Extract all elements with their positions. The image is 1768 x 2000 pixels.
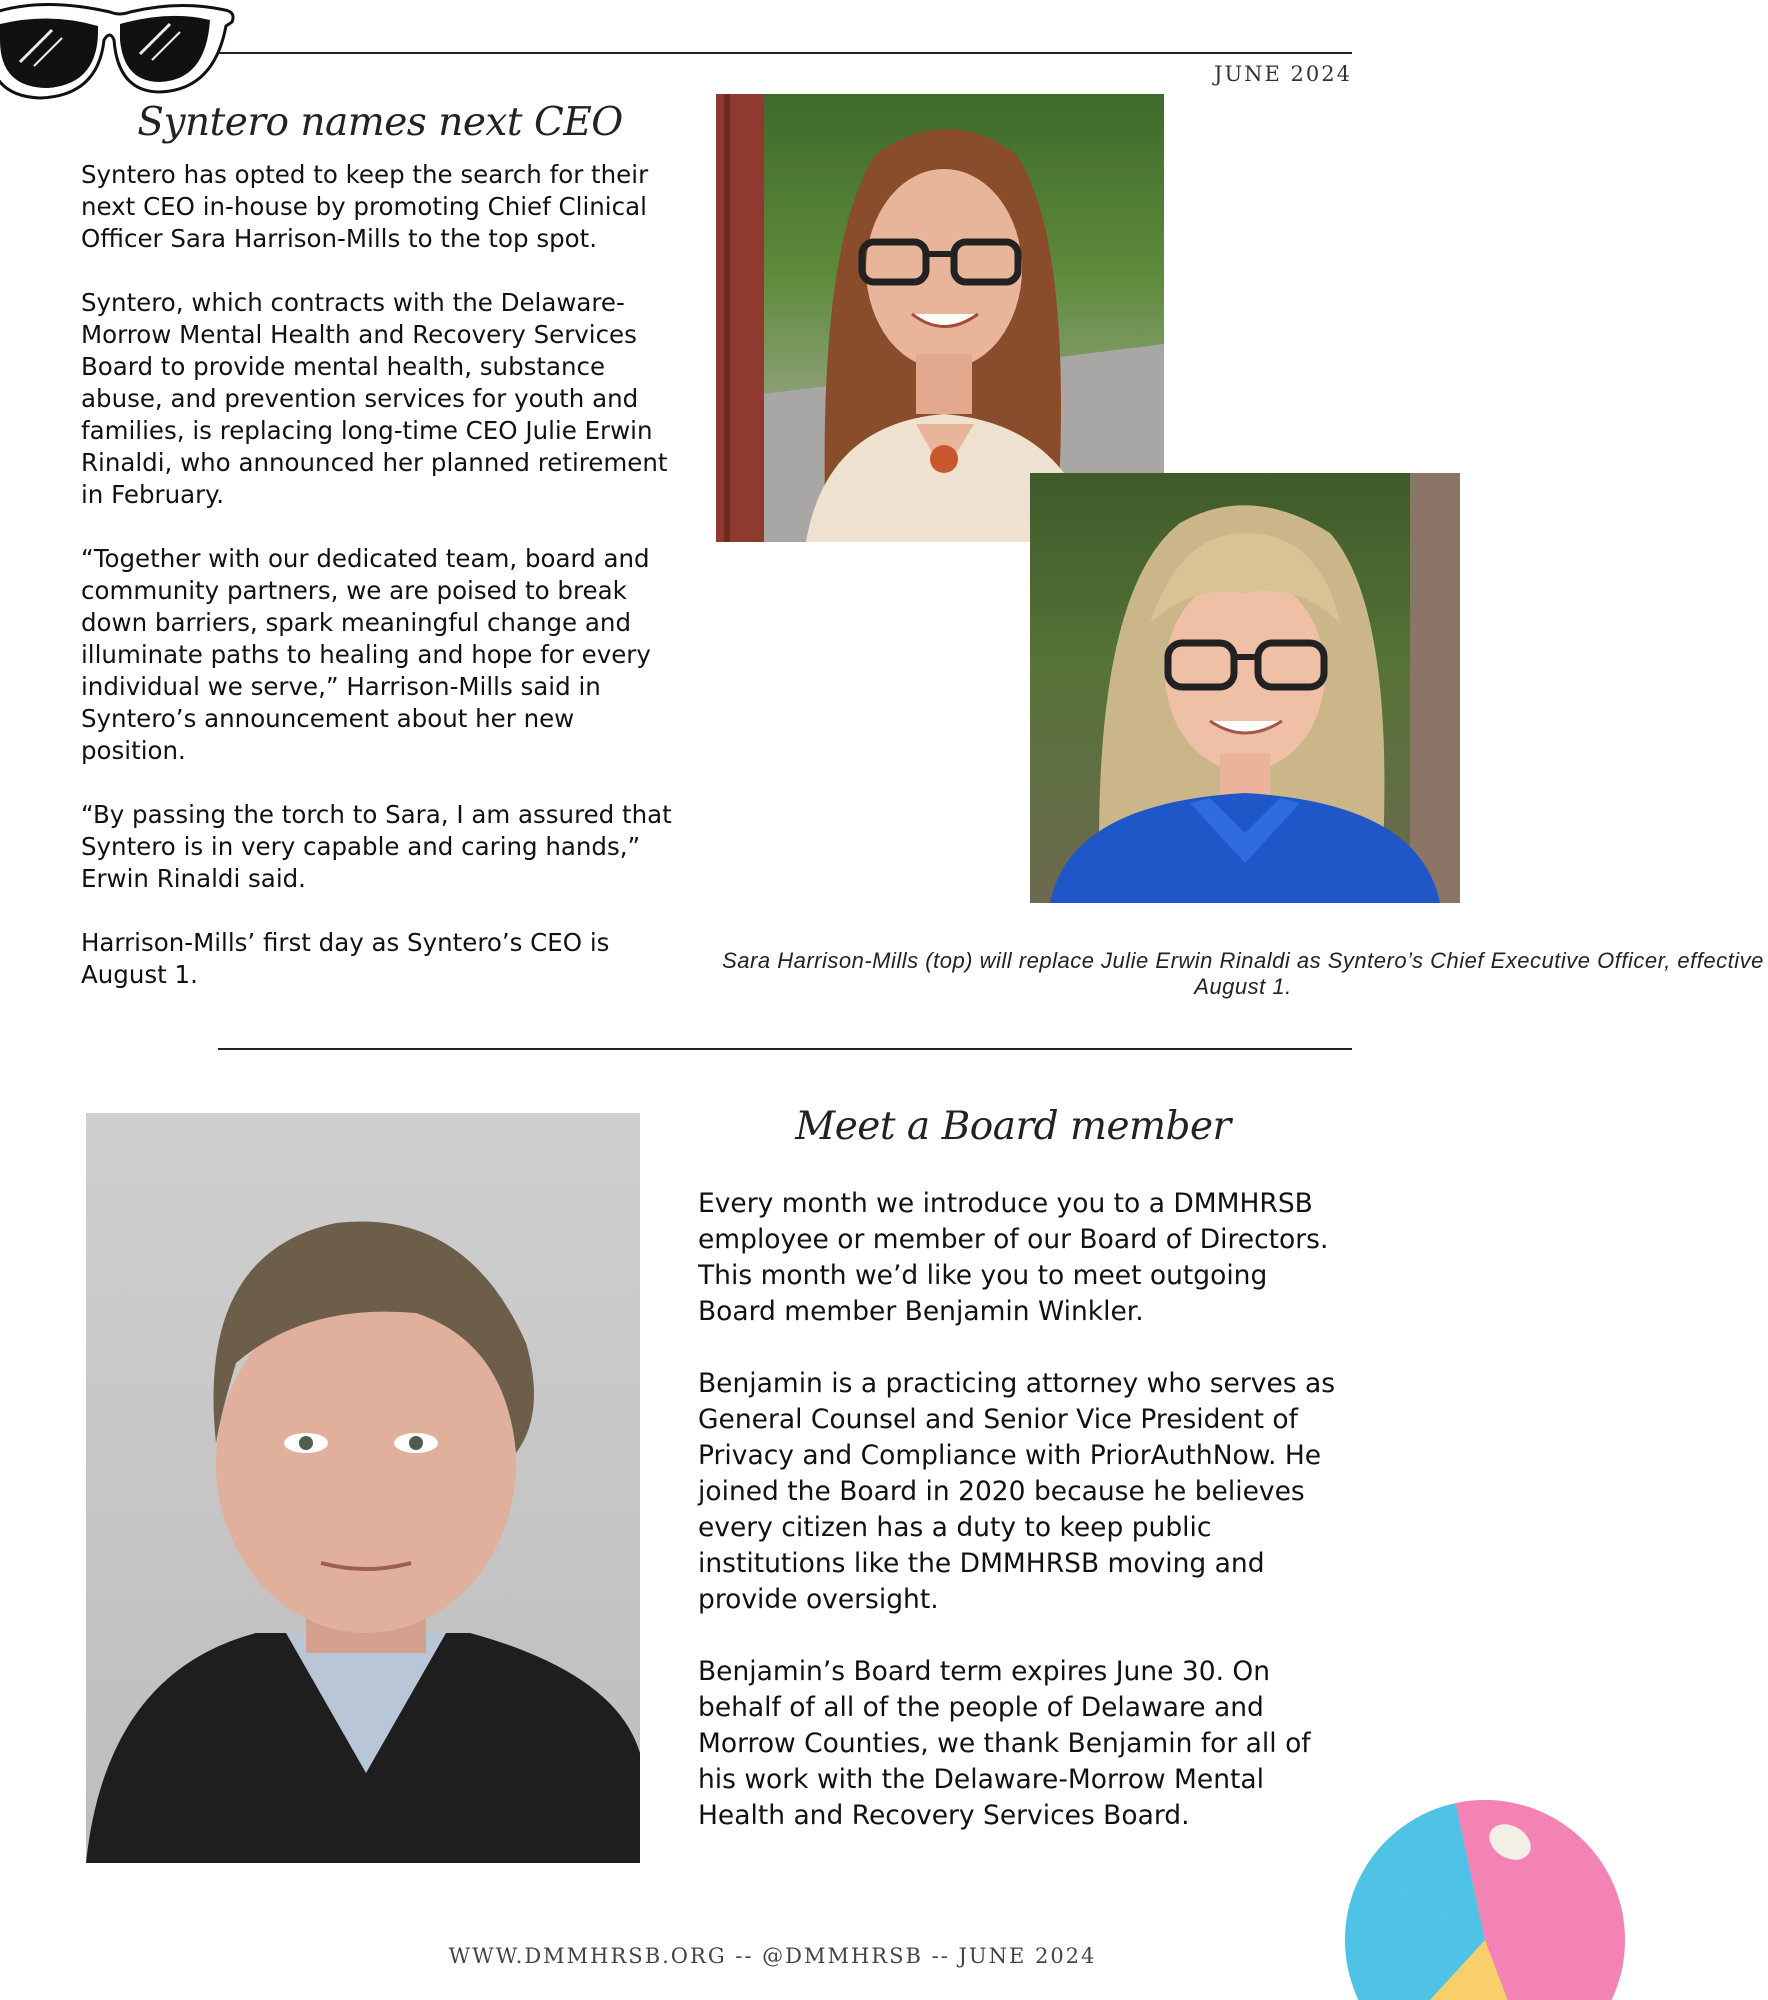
ceo-article-body (81, 159, 681, 1023)
photo-caption: Sara Harrison-Mills (top) will replace Julie Erwin Rinaldi as Syntero’s Chief Executive Officer, effective August 1. (722, 948, 1764, 999)
portrait-illustration (86, 1113, 640, 1863)
board-article-title: Meet a Board member (795, 1104, 1231, 1149)
article-paragraph: Benjamin’s Board term expires June 30. On behalf of all of the people of Delaware and Morrow Counties, we thank Benjamin for all of his work with the Delaware-Morrow Mental Health and Recovery Services Board. (698, 1656, 1311, 1831)
ceo-article-title: Syntero names next CEO (137, 100, 623, 145)
article-paragraph: “Together with our dedicated team, board and community partners, we are poised to break down barriers, spark meaningful change and illuminate paths to healing and hope for every individual we serve,” Harrison-Mills said in Syntero’s announcement about her new position. (81, 544, 651, 765)
photo-julie-erwin-rinaldi (1030, 473, 1460, 903)
article-paragraph: Syntero has opted to keep the search for their next CEO in-house by promoting Chief Clinical Officer Sara Harrison-Mills to the top spot. (81, 160, 649, 253)
article-paragraph: Benjamin is a practicing attorney who serves as General Counsel and Senior Vice President of Privacy and Compliance with PriorAuthNow. He joined the Board in 2020 because he believes every citizen has a duty to keep public institutions like the DMMHRSB moving and provide oversight. (698, 1368, 1336, 1615)
photo-benjamin-winkler (86, 1113, 640, 1863)
article-paragraph: Harrison-Mills’ first day as Syntero’s CEO is August 1. (81, 928, 610, 989)
section-divider (218, 1048, 1352, 1050)
article-paragraph: Every month we introduce you to a DMMHRSB employee or member of our Board of Directors. This month we’d like you to meet outgoing Board member Benjamin Winkler. (698, 1188, 1329, 1327)
portrait-illustration (1030, 473, 1460, 903)
footer-text: WWW.DMMHRSB.ORG -- @DMMHRSB -- JUNE 2024 (448, 1944, 1097, 1968)
article-paragraph: Syntero, which contracts with the Delaware-Morrow Mental Health and Recovery Services Board to provide mental health, substance abuse, and prevention services for youth and families, is replacing long-time CEO Julie Erwin Rinaldi, who announced her planned retirement in February. (81, 288, 668, 509)
beach-ball-icon (1335, 1800, 1545, 2000)
sunglasses-icon (0, 0, 240, 100)
header-divider (218, 52, 1352, 54)
article-paragraph: “By passing the torch to Sara, I am assured that Syntero is in very capable and caring hands,” Erwin Rinaldi said. (81, 800, 672, 893)
board-article-body (698, 1186, 1353, 1870)
issue-date: JUNE 2024 (1214, 62, 1352, 86)
